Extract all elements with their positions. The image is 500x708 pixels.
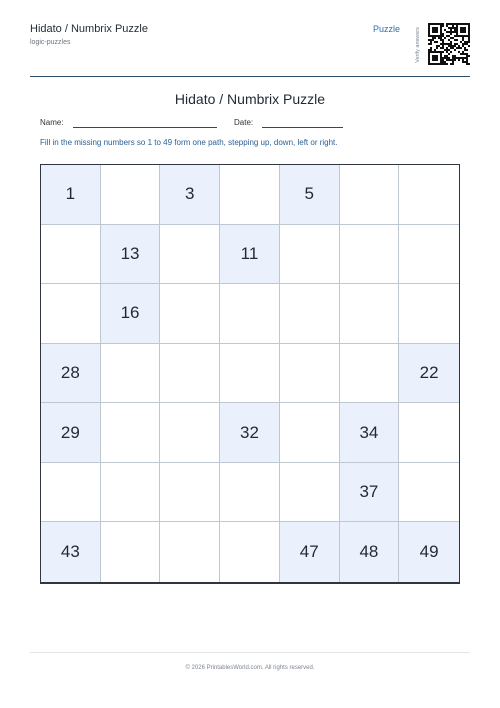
header-category: logic-puzzles — [30, 39, 71, 46]
given-cell: 5 — [280, 165, 340, 225]
instructions: Fill in the missing numbers so 1 to 49 form one path, stepping up, down, left or right. — [40, 138, 338, 147]
given-cell: 1 — [41, 165, 101, 225]
empty-cell[interactable] — [220, 165, 280, 225]
worksheet-title: Hidato / Numbrix Puzzle — [174, 91, 326, 107]
given-cell: 3 — [160, 165, 220, 225]
given-cell: 37 — [340, 463, 400, 523]
header-title: Hidato / Numbrix Puzzle — [30, 23, 148, 35]
verify-text: Verify answers — [415, 27, 421, 63]
empty-cell[interactable] — [280, 284, 340, 344]
empty-cell[interactable] — [160, 403, 220, 463]
empty-cell[interactable] — [101, 165, 161, 225]
given-cell: 32 — [220, 403, 280, 463]
given-cell: 13 — [101, 225, 161, 285]
empty-cell[interactable] — [160, 225, 220, 285]
given-cell: 22 — [399, 344, 459, 404]
empty-cell[interactable] — [101, 403, 161, 463]
empty-cell[interactable] — [280, 344, 340, 404]
empty-cell[interactable] — [101, 344, 161, 404]
empty-cell[interactable] — [340, 165, 400, 225]
empty-cell[interactable] — [160, 522, 220, 582]
empty-cell[interactable] — [399, 284, 459, 344]
date-label: Date: — [234, 118, 254, 127]
puzzle-grid — [40, 164, 460, 584]
empty-cell[interactable] — [160, 284, 220, 344]
empty-cell[interactable] — [41, 225, 101, 285]
given-cell: 29 — [41, 403, 101, 463]
empty-cell[interactable] — [340, 344, 400, 404]
name-label: Name: — [40, 118, 64, 127]
footer-rule — [30, 652, 470, 653]
empty-cell[interactable] — [340, 225, 400, 285]
qr-code[interactable] — [428, 16, 470, 72]
given-cell: 16 — [101, 284, 161, 344]
given-cell: 47 — [280, 522, 340, 582]
footer-copyright: © 2026 PrintablesWorld.com. All rights reserved. — [185, 665, 315, 671]
given-cell: 34 — [340, 403, 400, 463]
name-field[interactable] — [73, 127, 217, 128]
empty-cell[interactable] — [220, 522, 280, 582]
empty-cell[interactable] — [101, 522, 161, 582]
empty-cell[interactable] — [220, 463, 280, 523]
empty-cell[interactable] — [220, 284, 280, 344]
verify-label — [412, 16, 424, 74]
empty-cell[interactable] — [41, 284, 101, 344]
empty-cell[interactable] — [101, 463, 161, 523]
empty-cell[interactable] — [399, 463, 459, 523]
given-cell: 28 — [41, 344, 101, 404]
empty-cell[interactable] — [220, 344, 280, 404]
given-cell: 49 — [399, 522, 459, 582]
empty-cell[interactable] — [340, 284, 400, 344]
empty-cell[interactable] — [160, 463, 220, 523]
empty-cell[interactable] — [160, 344, 220, 404]
given-cell: 48 — [340, 522, 400, 582]
header-rule — [30, 76, 470, 77]
empty-cell[interactable] — [280, 463, 340, 523]
empty-cell[interactable] — [41, 463, 101, 523]
empty-cell[interactable] — [399, 403, 459, 463]
empty-cell[interactable] — [280, 403, 340, 463]
empty-cell[interactable] — [280, 225, 340, 285]
date-field[interactable] — [262, 127, 343, 128]
given-cell: 43 — [41, 522, 101, 582]
empty-cell[interactable] — [399, 225, 459, 285]
given-cell: 11 — [220, 225, 280, 285]
puzzle-link[interactable]: Puzzle — [372, 24, 400, 34]
empty-cell[interactable] — [399, 165, 459, 225]
